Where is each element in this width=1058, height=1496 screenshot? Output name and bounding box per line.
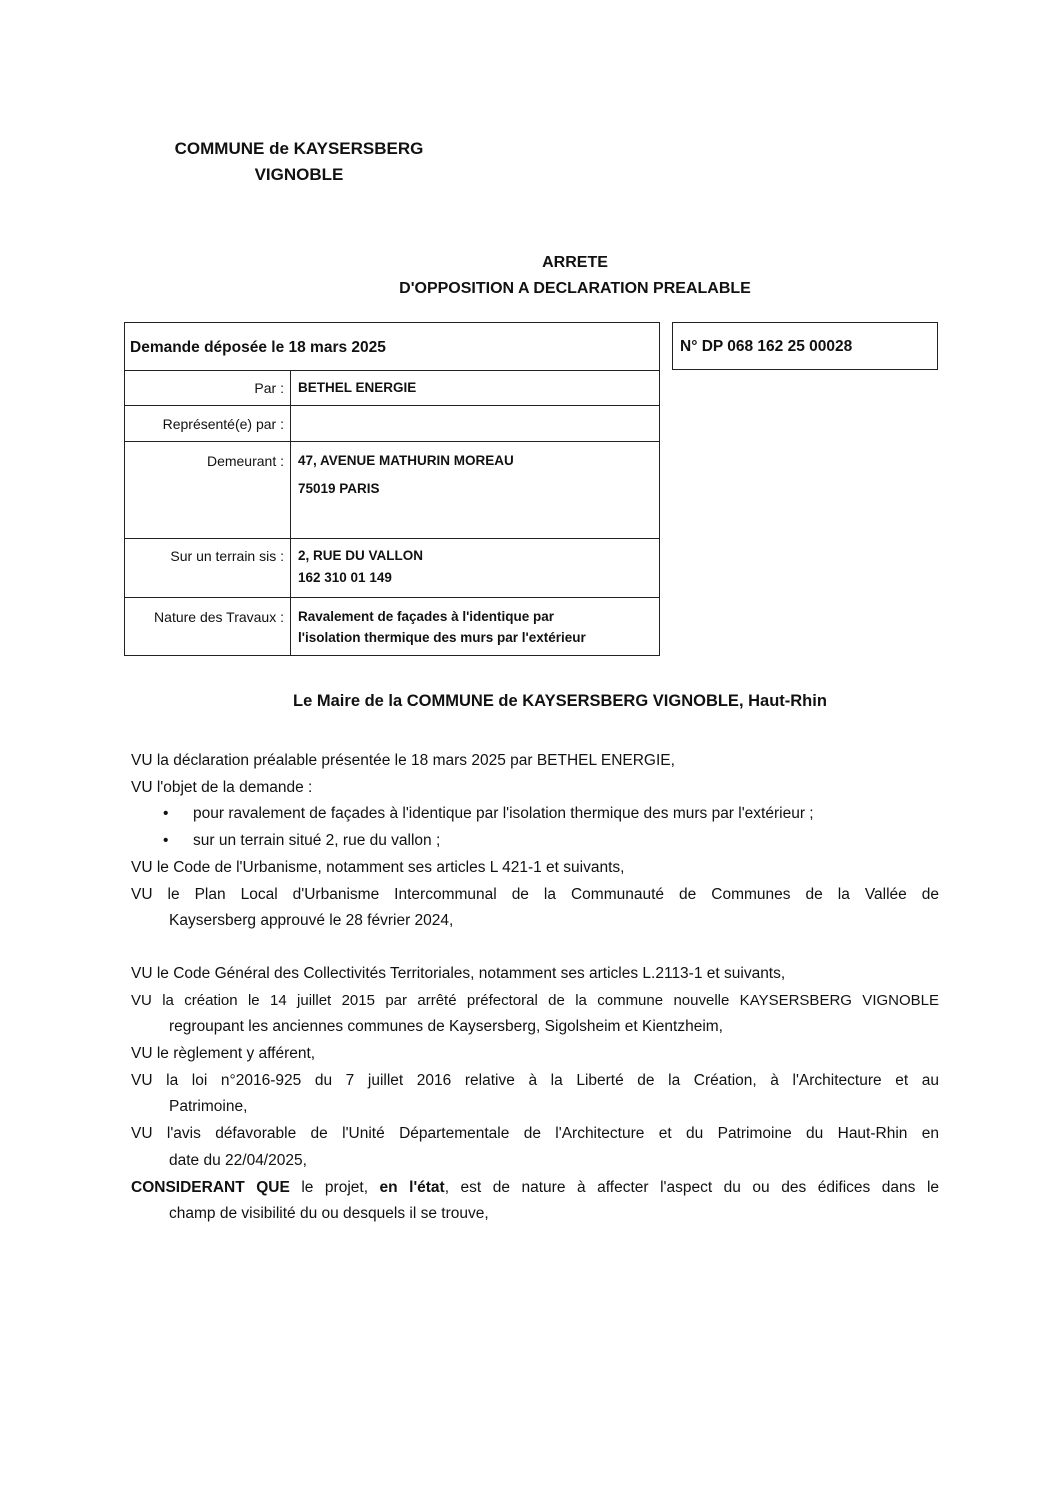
row-label-demeurant: Demeurant :: [206, 453, 284, 469]
row-label-travaux: Nature des Travaux :: [154, 609, 284, 625]
divider: [124, 405, 660, 406]
row-value-demeurant: 47, AVENUE MATHURIN MOREAU: [298, 453, 514, 468]
title-line2: D'OPPOSITION A DECLARATION PREALABLE: [399, 280, 751, 297]
divider: [124, 538, 660, 539]
row-value-terrain-line2: 162 310 01 149: [298, 570, 392, 585]
vu-plui-line1: VU le Plan Local d'Urbanisme Intercommunal de la Communauté de Communes de la Vallée de: [131, 885, 939, 903]
vu-avis-line2: date du 22/04/2025,: [169, 1151, 307, 1169]
vu-cgct: VU le Code Général des Collectivités Territoriales, notamment ses articles L.2113-1 et suivants,: [131, 964, 786, 982]
row-value-demeurant-line2: 75019 PARIS: [298, 481, 380, 496]
commune-name-line2: VIGNOBLE: [254, 165, 344, 184]
vu-plui-line2: Kaysersberg approuvé le 28 février 2024,: [169, 912, 454, 930]
document-title: [340, 250, 810, 302]
considerant-line1: [131, 1175, 939, 1202]
vu-loi-line2: Patrimoine,: [169, 1098, 248, 1116]
vu-creation-line2: regroupant les anciennes communes de Kaysersberg, Sigolsheim et Kientzheim,: [169, 1018, 723, 1036]
mayor-heading: Le Maire de la COMMUNE de KAYSERSBERG VIGNOBLE, Haut-Rhin: [293, 692, 827, 710]
vu-objet: VU l'objet de la demande :: [131, 778, 313, 796]
vu-loi-line1: VU la loi n°2016-925 du 7 juillet 2016 relative à la Liberté de la Création, à l'Architecture et au: [131, 1071, 939, 1089]
row-value-travaux-line2: l'isolation thermique des murs par l'extérieur: [298, 630, 586, 645]
vu-code-urbanisme: VU le Code de l'Urbanisme, notamment ses articles L 421-1 et suivants,: [131, 858, 625, 876]
vu-creation-line1: VU la création le 14 juillet 2015 par arrêté préfectoral de la commune nouvelle KAYSERSBERG VIGNOBLE: [131, 991, 939, 1009]
row-value-terrain: 2, RUE DU VALLON: [298, 548, 424, 563]
commune-header: [164, 136, 434, 188]
row-label-par: Par :: [254, 380, 284, 396]
title-line1: ARRETE: [542, 254, 608, 271]
considerant-label: CONSIDERANT QUE: [131, 1178, 290, 1196]
row-label-represente: Représenté(e) par :: [162, 416, 284, 432]
column-divider: [290, 370, 291, 656]
vu-avis-line1: VU l'avis défavorable de l'Unité Départementale de l'Architecture et du Patrimoine du Haut-Rhin en: [131, 1125, 939, 1143]
dossier-number: N° DP 068 162 25 00028: [680, 338, 853, 355]
considerant-text-b: , est de nature à affecter l'aspect du ou des édifices dans le: [444, 1178, 940, 1196]
demande-date: Demande déposée le 18 mars 2025: [130, 339, 386, 356]
divider: [124, 441, 660, 442]
row-label-terrain: Sur un terrain sis :: [170, 548, 284, 564]
bullet-terrain: • sur un terrain situé 2, rue du vallon ;: [131, 828, 939, 855]
divider: [124, 370, 660, 371]
vu-declaration: VU la déclaration préalable présentée le 18 mars 2025 par BETHEL ENERGIE,: [131, 752, 675, 769]
row-value-travaux: Ravalement de façades à l'identique par: [298, 609, 555, 624]
vu-reglement: VU le règlement y afférent,: [131, 1045, 316, 1063]
considerations-block: [131, 748, 939, 1228]
row-value-par: BETHEL ENERGIE: [298, 380, 417, 395]
divider: [124, 597, 660, 598]
considerant-line2: champ de visibilité du ou desquels il se trouve,: [169, 1205, 489, 1223]
considerant-en-l-etat: en l'état: [379, 1178, 445, 1196]
considerant-text-a: le projet,: [289, 1178, 380, 1196]
bullet-ravalement: • pour ravalement de façades à l'identique par l'isolation thermique des murs par l'extérieur ;: [131, 801, 939, 828]
commune-name: COMMUNE de KAYSERSBERG: [174, 139, 424, 158]
